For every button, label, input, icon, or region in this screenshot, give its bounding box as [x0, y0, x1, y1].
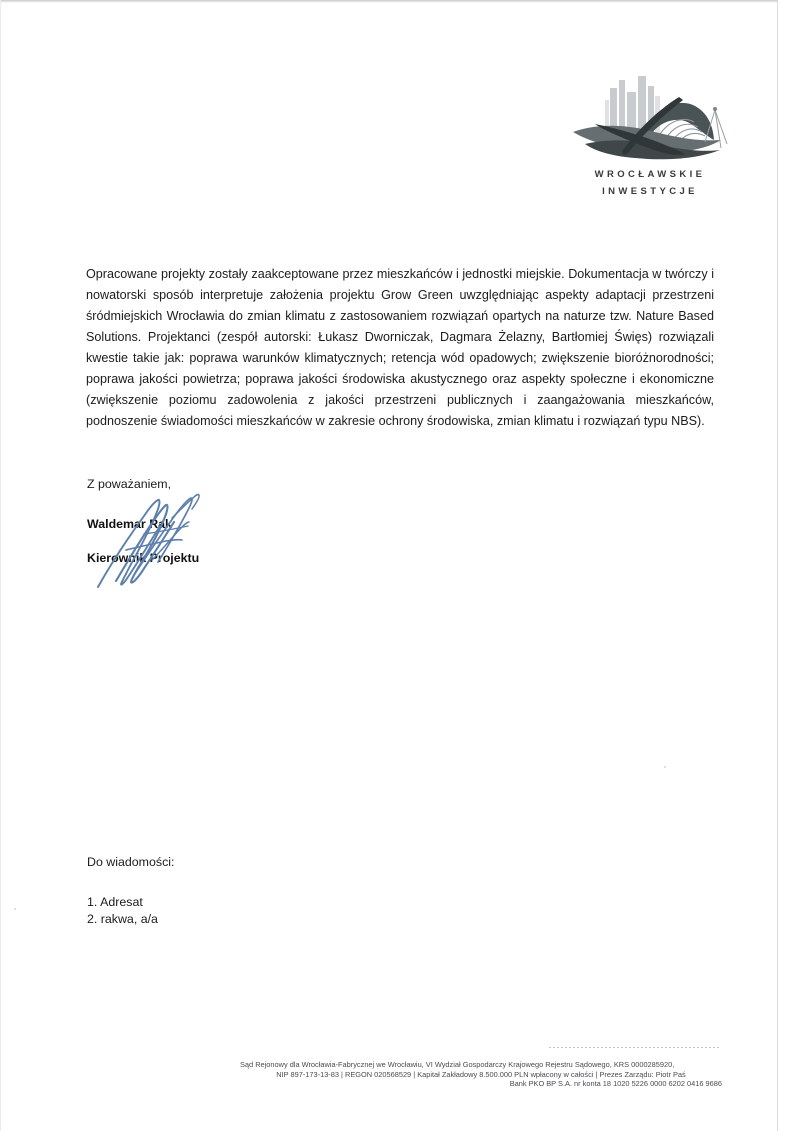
scan-edge-left — [0, 0, 1, 1131]
cc-block — [87, 852, 387, 928]
brand-name-line-1: WROCŁAWSKIE — [594, 169, 706, 180]
footer-company-details — [240, 1060, 722, 1089]
scan-artifact-speck — [664, 766, 666, 768]
footer-line-tax-ids: NIP 897-173-13-83 | REGON 020568529 | Kapitał Zakładowy 8.500.000 PLN wpłacony w całości | Prezes Zarządu: Piotr Paś — [276, 1069, 686, 1079]
scan-edge-top — [0, 0, 778, 3]
cc-list-item: 2. rakwa, a/a — [87, 912, 158, 926]
footer-line-registry: Sąd Rejonowy dla Wrocławia-Fabrycznej we Wrocławiu, VI Wydział Gospodarczy Krajowego Rejestru Sądowego, KRS 0000285920, — [240, 1060, 675, 1069]
wroclawskie-inwestycje-bridge-logo-icon — [565, 66, 735, 166]
signatory-title: Kierownik Projektu — [87, 551, 200, 565]
scan-artifact-speck — [14, 908, 16, 910]
footer-line-bank-account: Bank PKO BP S.A. nr konta 18 1020 5226 0000 6202 0416 9686 — [509, 1079, 722, 1089]
letterhead — [560, 66, 740, 200]
footer-dotted-separator — [548, 1046, 720, 1049]
scan-edge-right — [777, 0, 778, 1131]
letter-body-paragraph: Opracowane projekty zostały zaakceptowane przez mieszkańców i jednostki miejskie. Dokumentacja w twórczy i nowatorski sposób interpretuje założenia projektu Grow Green uwzględniając aspekty adaptacji przestrzeni śródmiejskich Wrocławia do zmian klimatu z zastosowaniem rozwiązań opartych na naturze tzw. Nature Based Solutions. Projektanci (zespół autorski: Łukasz Dworniczak, Dagmara Żelazny, Bartłomiej Święs) rozwiązali kwestie takie jak: poprawa warunków klimatycznych; retencja wód opadowych; zwiększenie bioróżnorodności; poprawa jakości powietrza; poprawa jakości środowiska akustycznego oraz aspekty społeczne i ekonomiczne (zwiększenie poziomu zadowolenia z jakości przestrzeni publicznych i zaangażowania mieszkańców, podnoszenie świadomości mieszkańców w zakresie ochrony środowiska, zmian klimatu i rozwiązań typu NBS). — [86, 267, 714, 428]
signatory-name: Waldemar Rak — [87, 517, 172, 531]
cc-list-item: 1. Adresat — [87, 895, 143, 909]
cc-list — [87, 894, 387, 928]
cc-heading: Do wiadomości: — [87, 855, 175, 869]
brand-name-line-2: INWESTYCJE — [602, 186, 698, 197]
signature-regards: Z poważaniem, — [87, 477, 172, 491]
signature-block — [87, 474, 387, 568]
